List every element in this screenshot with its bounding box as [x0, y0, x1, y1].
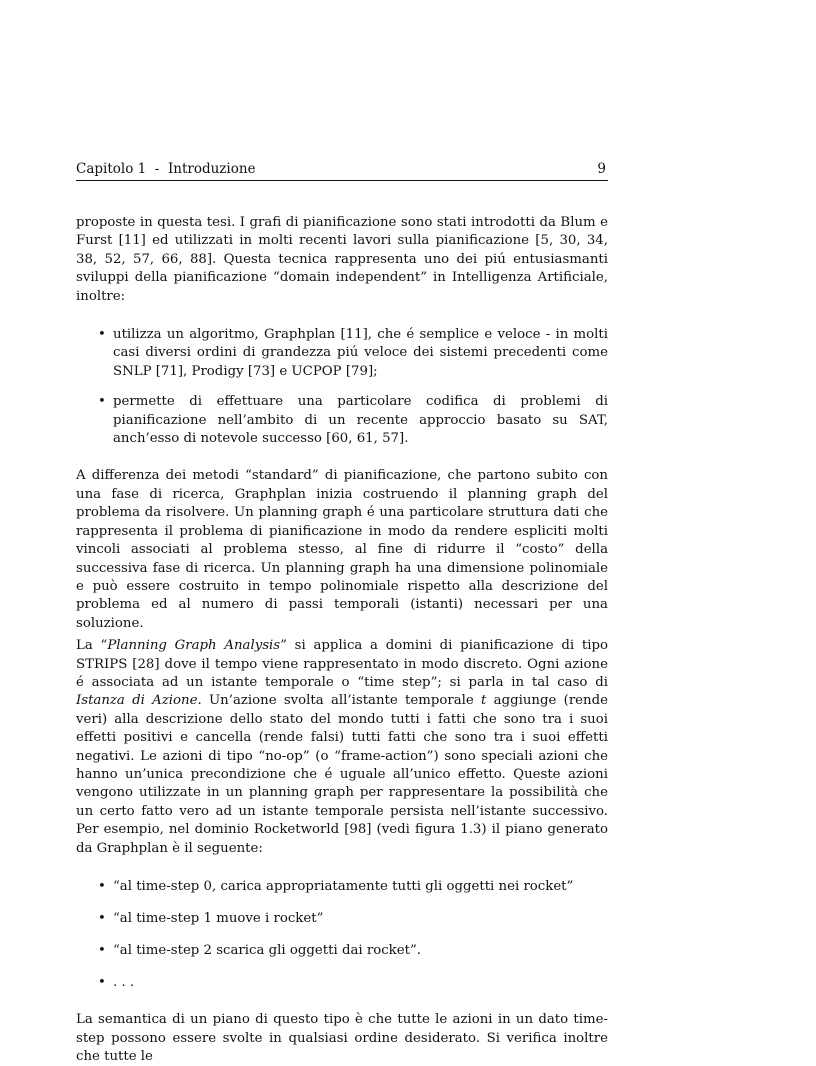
- intro-paragraph: proposte in questa tesi. I grafi di pianificazione sono stati introdotti da Blum e Furst [11] ed utilizzati in molti recenti lavori sulla pianificazione [5, 30, 34, 38, 52, 57, 66, 88]. Questa tecnica rappresenta uno dei piú entusiasmanti sviluppi della pianificazione “domain independent” in Intelligenza Artificiale, inoltre:: [76, 215, 608, 304]
- graphplan-paragraph: A differenza dei metodi “standard” di pianificazione, che partono subito con una fase di ricerca, Graphplan inizia costruendo il planning graph del problema da risolvere. Un planning graph é una particolare struttura dati che rappresenta il problema di pianificazione in modo da rendere espliciti molti vincoli associati al problema stesso, al fine di ridurre il “costo” della successiva fase di ricerca. Un planning graph ha una dimensione polinomiale e può essere costruito in tempo polinomiale rispetto alla descrizione del problema ed al numero di passi temporali (istanti) necessari per una soluzione.: [76, 468, 608, 631]
- document-page: [76, 0, 608, 1064]
- text-run: La “: [76, 638, 108, 654]
- emphasis-text: Istanza di Azione: [76, 693, 198, 709]
- bullet-icon: •: [98, 974, 106, 990]
- bullet-icon: •: [98, 942, 106, 958]
- text-run: . Un’azione svolta all’istante temporale: [197, 693, 482, 709]
- list-item-text: utilizza un algoritmo, Graphplan [11], che é semplice e veloce - in molti casi diversi ordini di grandezza piú veloce dei sistemi precedenti come SNLP [71], Prodigy [73] e UCPOP [79];: [113, 327, 608, 379]
- list-item-text: . . .: [113, 974, 135, 990]
- text-run: ” si applica a domini di pianificazione di tipo STRIPS [28] dove il tempo viene rappresentato in modo discreto. Ogni azione é associata ad un istante temporale o “time step”; si parla in tal caso di: [76, 638, 608, 690]
- planning-graph-analysis-paragraph: [76, 637, 608, 858]
- list-item: [98, 878, 608, 896]
- features-list: [76, 326, 608, 448]
- list-item: [98, 326, 608, 381]
- chapter-title: Capitolo 1 - Introduzione: [76, 161, 256, 177]
- list-item-text: “al time-step 1 muove i rocket”: [113, 910, 324, 926]
- semantics-paragraph: La semantica di un piano di questo tipo è che tutte le azioni in un dato time-step possono essere svolte in qualsiasi ordine desiderato. Si verifica inoltre che tutte le: [76, 1012, 608, 1064]
- list-item-text: “al time-step 0, carica appropriatamente tutti gli oggetti nei rocket”: [113, 879, 574, 894]
- list-item: [98, 910, 608, 928]
- list-item: [98, 393, 608, 448]
- bullet-icon: •: [98, 327, 106, 343]
- running-header: [76, 158, 608, 181]
- list-item-text: permette di effettuare una particolare codifica di problemi di pianificazione nell’ambito di un recente approccio basato su SAT, anch’esso di notevole successo [60, 61, 57].: [113, 394, 608, 447]
- emphasis-text: Planning Graph Analysis: [107, 638, 281, 654]
- plan-steps-list: [76, 878, 608, 992]
- bullet-icon: •: [98, 879, 106, 894]
- page-number: 9: [597, 161, 606, 177]
- list-item: [98, 942, 608, 960]
- text-run: aggiunge (rende veri) alla descrizione dello stato del mondo tutti i fatti che sono tra i suoi effetti positivi e cancella (rende falsi) tutti fatti che sono tra i suoi effetti negativi. Le azioni di tipo “no-op” (o “frame-action”) sono speciali azioni che hanno un’unica precondizione che é uguale all’unico effetto. Queste azioni vengono utilizzate in un planning graph per rappresentare la possibilità che un certo fatto vero ad un istante temporale persista nell’istante successivo. Per esempio, nel dominio Rocketworld [98] (vedi figura 1.3) il piano generato da Graphplan è il seguente:: [76, 693, 608, 856]
- emphasis-text: t: [481, 693, 487, 709]
- body-text: [76, 214, 608, 1066]
- list-item: [98, 974, 608, 992]
- list-item-text: “al time-step 2 scarica gli oggetti dai rocket”.: [113, 942, 421, 958]
- bullet-icon: •: [98, 394, 106, 410]
- bullet-icon: •: [98, 910, 106, 926]
